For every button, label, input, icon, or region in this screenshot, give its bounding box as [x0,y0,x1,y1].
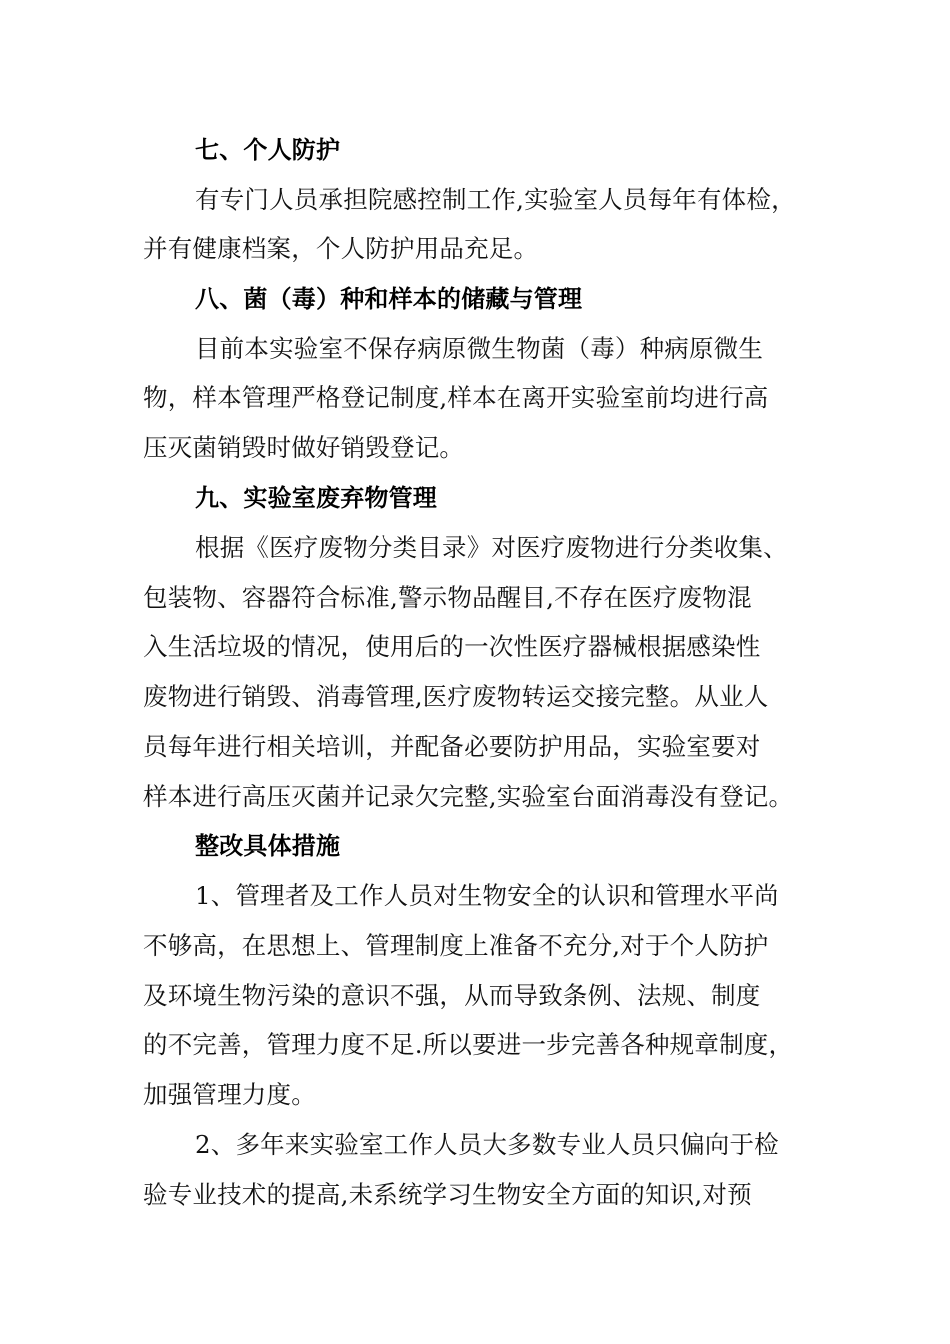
section-heading-personal-protection: 七、个人防护 [195,136,341,164]
section-heading-strain-sample-storage: 八、菌（毒）种和样本的储藏与管理 [195,285,583,313]
paragraph-line: 不够高，在思想上、管理制度上准备不充分,对于个人防护 [143,931,769,960]
paragraph-line: 目前本实验室不保存病原微生物菌（毒）种病原微生 [195,334,764,363]
paragraph-line: 废物进行销毁、消毒管理,医疗废物转运交接完整。从业人 [143,682,769,711]
paragraph-line: 物，样本管理严格登记制度,样本在离开实验室前均进行高 [143,383,769,412]
paragraph-line: 2、多年来实验室工作人员大多数专业人员只偏向于检 [195,1130,779,1159]
paragraph-line: 有专门人员承担院感控制工作,实验室人员每年有体检， [195,185,796,214]
paragraph-line: 包装物、容器符合标准,警示物品醒目,不存在医疗废物混 [143,583,752,612]
paragraph-line: 员每年进行相关培训，并配备必要防护用品，实验室要对 [143,732,761,761]
paragraph-line: 及环境生物污染的意识不强，从而导致条例、法规、制度 [143,981,761,1010]
paragraph-line: 压灭菌销毁时做好销毁登记。 [143,433,465,462]
paragraph-line: 验专业技术的提高,未系统学习生物安全方面的知识,对预 [143,1180,752,1209]
paragraph-line: 入生活垃圾的情况，使用后的一次性医疗器械根据感染性 [143,632,761,661]
paragraph-line: 根据《医疗废物分类目录》对医疗废物进行分类收集、 [195,533,788,562]
paragraph-line: 1、管理者及工作人员对生物安全的认识和管理水平尚 [195,881,779,910]
section-heading-rectification-measures: 整改具体措施 [195,832,341,860]
paragraph-line: 样本进行高压灭菌并记录欠完整,实验室台面消毒没有登记。 [143,782,794,811]
section-heading-waste-management: 九、实验室废弃物管理 [195,484,437,512]
paragraph-line: 并有健康档案，个人防护用品充足。 [143,234,539,263]
paragraph-line: 的不完善，管理力度不足.所以要进一步完善各种规章制度， [143,1030,794,1059]
paragraph-line: 加强管理力度。 [143,1080,316,1109]
